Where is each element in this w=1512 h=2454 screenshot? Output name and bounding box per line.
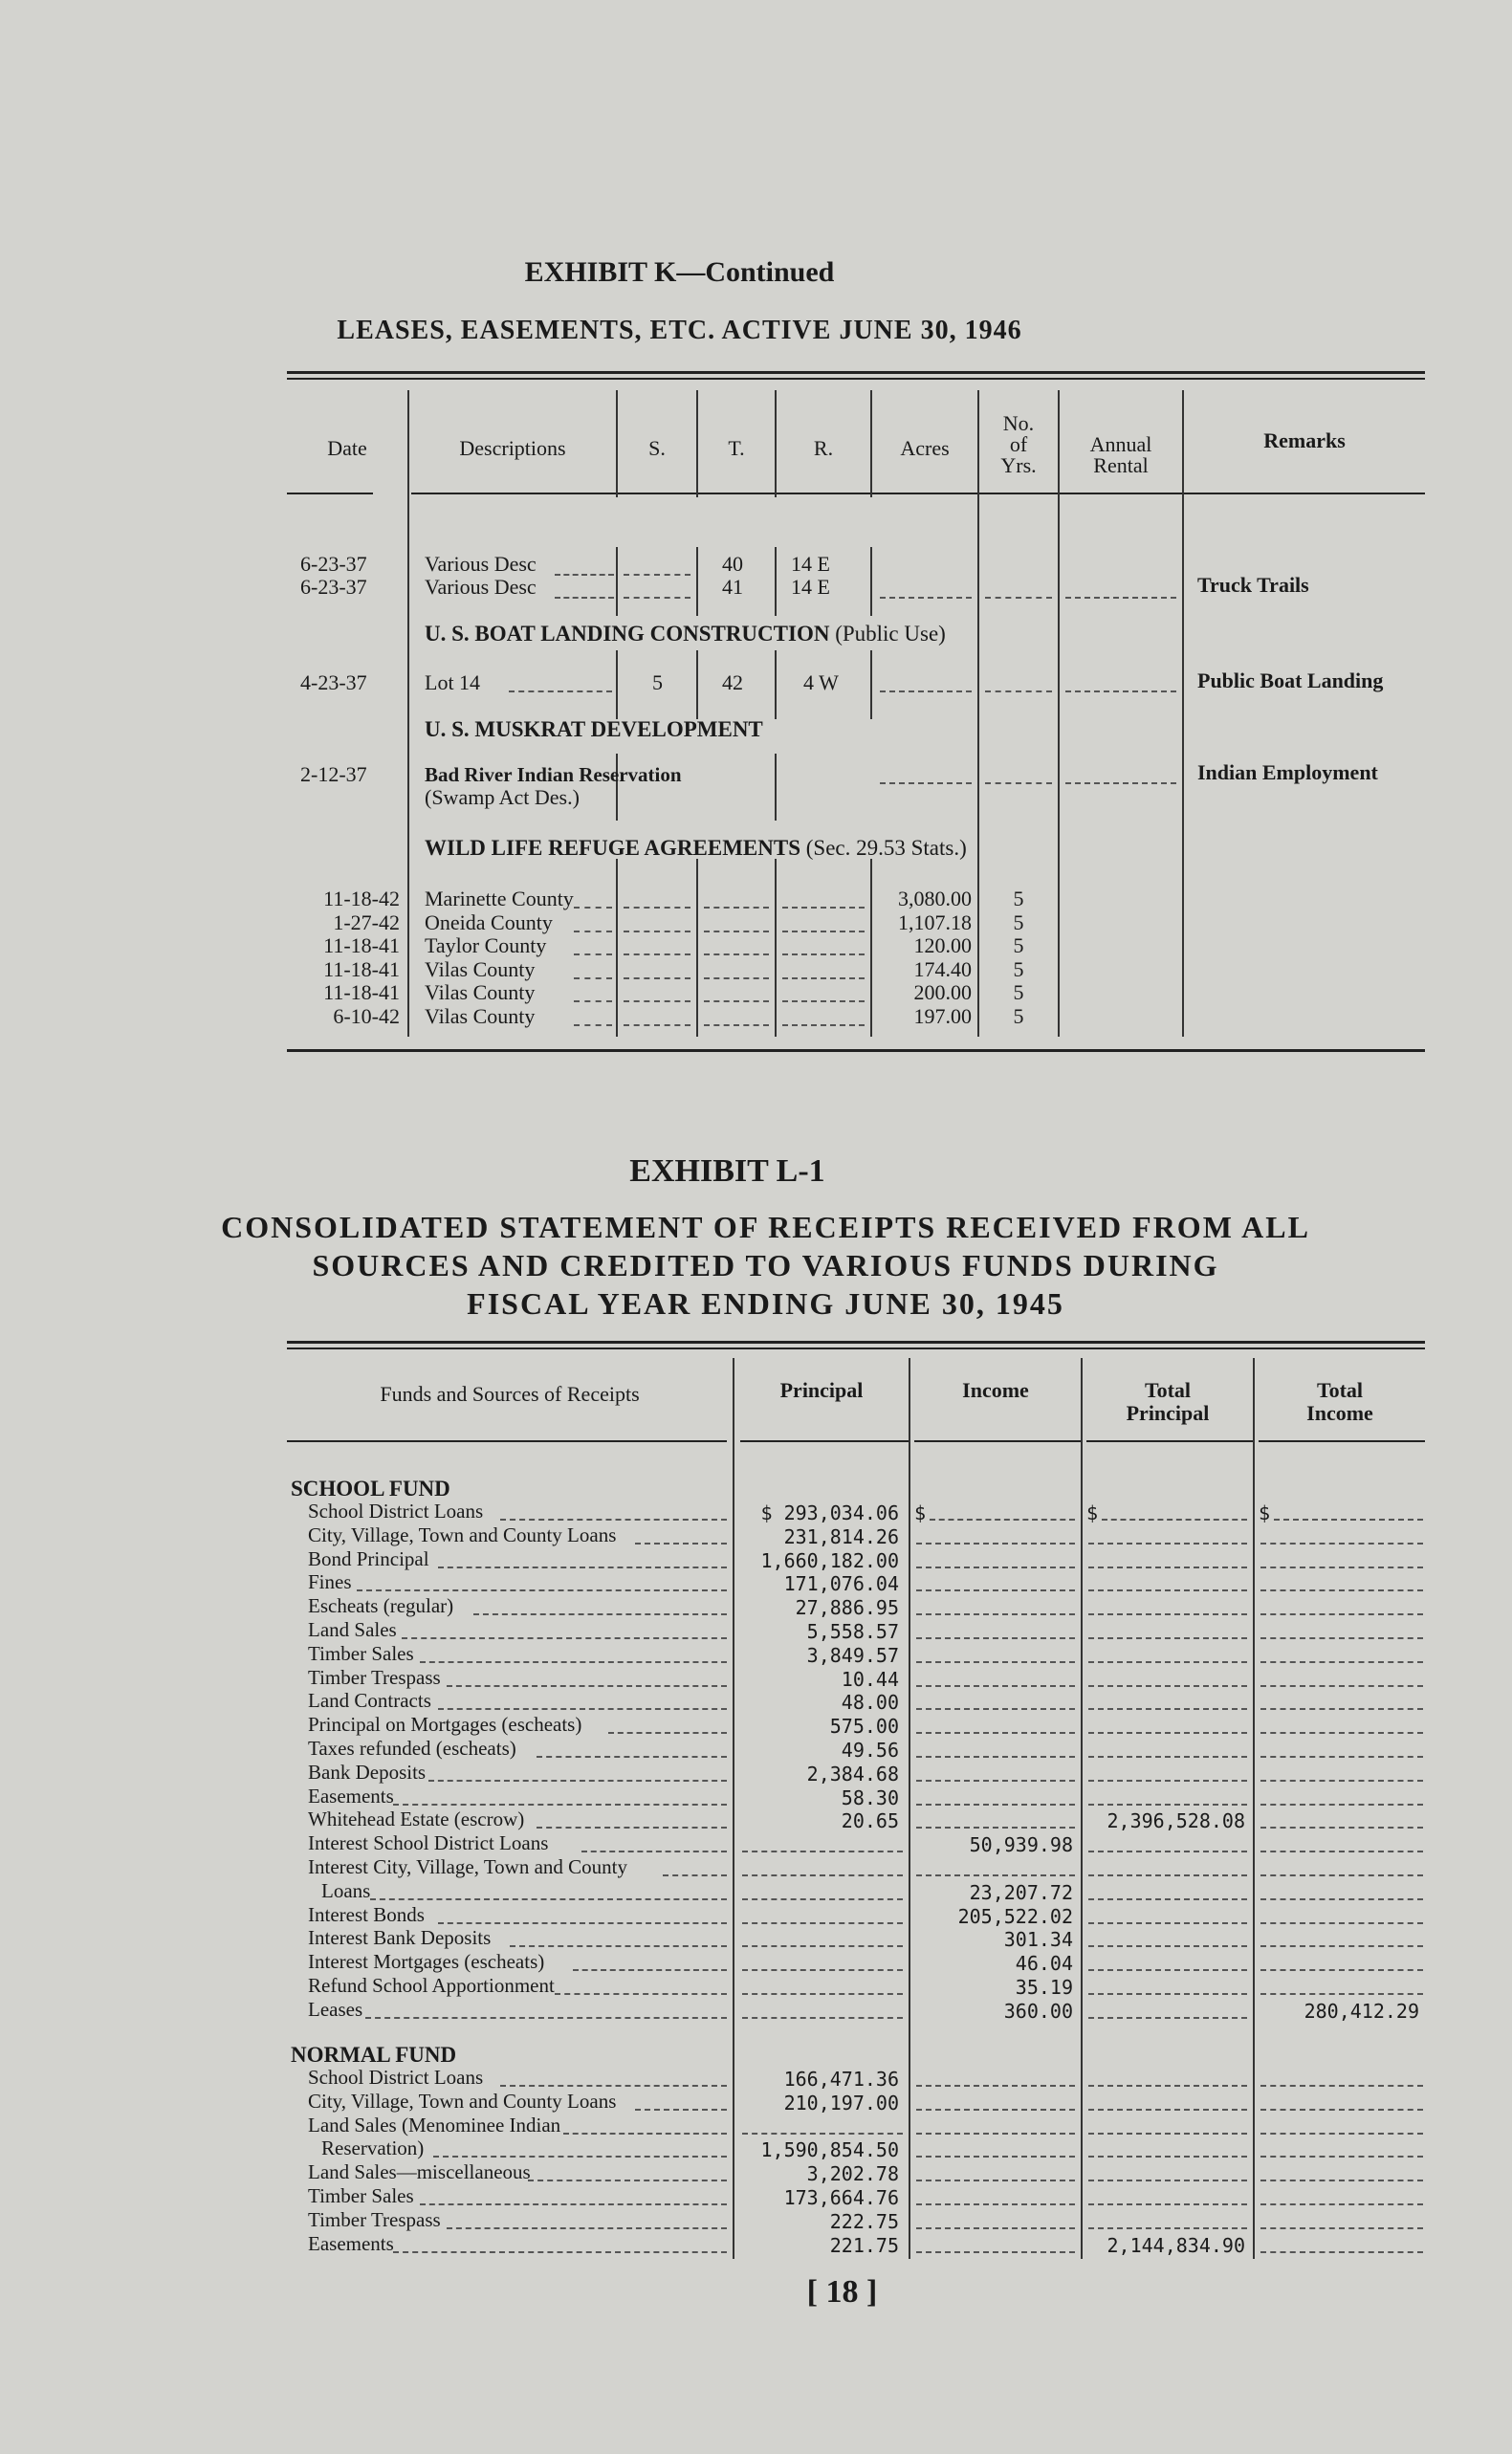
leader-dots xyxy=(1260,2085,1423,2087)
col-t: T. xyxy=(728,436,745,460)
leader-dots xyxy=(782,907,865,909)
col-date: Date xyxy=(327,436,367,460)
receipts-table xyxy=(287,1341,1425,2259)
list-item: Land Contracts xyxy=(308,1689,431,1713)
leader-dots xyxy=(742,1874,903,1876)
leader-dots xyxy=(608,1732,727,1734)
income-value: 50,939.98 xyxy=(969,1833,1073,1857)
leader-dots xyxy=(1088,1993,1247,1995)
leader-dots xyxy=(916,2109,1075,2111)
leader-dots xyxy=(537,1756,727,1758)
col-total-principal: Total Principal xyxy=(1126,1378,1210,1425)
leader-dots xyxy=(704,977,769,979)
leader-dots xyxy=(704,1000,769,1002)
leader-dots xyxy=(1088,2017,1247,2019)
leader-dots xyxy=(438,1567,727,1568)
list-item: Leases xyxy=(308,1997,363,2021)
principal-value: 221.75 xyxy=(829,2233,899,2257)
leader-dots xyxy=(916,2203,1075,2205)
row-acres: 200.00 xyxy=(913,980,972,1004)
row-r: 14 E xyxy=(791,552,830,576)
row-t: 41 xyxy=(722,575,743,599)
income-value: 35.19 xyxy=(1015,1976,1073,1999)
leader-dots xyxy=(473,1613,727,1615)
leader-dots xyxy=(663,1874,727,1876)
leader-dots xyxy=(1260,1613,1423,1615)
list-item: Interest Bank Deposits xyxy=(308,1926,492,1950)
leader-dots xyxy=(1102,1519,1247,1521)
list-item: School District Loans xyxy=(308,2066,484,2089)
leader-dots xyxy=(574,1000,612,1002)
leader-dots xyxy=(916,1637,1075,1639)
row-date: 4-23-37 xyxy=(300,670,367,694)
leader-dots xyxy=(1260,2109,1423,2111)
leader-dots xyxy=(1274,1519,1423,1521)
leader-dots xyxy=(916,1708,1075,1710)
leader-dots xyxy=(916,1543,1075,1545)
col-s: S. xyxy=(648,436,666,460)
row-desc: Various Desc xyxy=(425,552,537,576)
leader-dots xyxy=(704,907,769,909)
col-r: R. xyxy=(813,436,834,460)
leader-dots xyxy=(1088,2156,1247,2158)
leader-dots xyxy=(742,1945,903,1947)
row-t: 42 xyxy=(722,670,743,694)
leader-dots xyxy=(916,1685,1075,1687)
leases-table xyxy=(287,371,1425,1052)
leader-dots xyxy=(1088,1708,1247,1710)
leader-dots xyxy=(1088,2133,1247,2135)
leader-dots xyxy=(573,1969,727,1971)
leader-dots xyxy=(742,1969,903,1971)
income-value: 205,522.02 xyxy=(957,1904,1073,1928)
leader-dots xyxy=(1088,2203,1247,2205)
total-principal-value: 2,144,834.90 xyxy=(1107,2233,1245,2257)
leader-dots xyxy=(1088,2180,1247,2181)
leader-dots xyxy=(1088,1661,1247,1663)
row-desc: Marinette County xyxy=(425,887,574,910)
col-principal: Principal xyxy=(779,1378,864,1402)
row-s: 5 xyxy=(652,670,663,694)
list-item: Loans xyxy=(321,1878,371,1902)
remark-truck-trails: Truck Trails xyxy=(1197,573,1309,597)
leader-dots xyxy=(393,1804,727,1806)
leader-dots xyxy=(916,1827,1075,1829)
leader-dots xyxy=(500,2085,727,2087)
list-item: Interest Bonds xyxy=(308,1902,425,1926)
leader-dots xyxy=(1260,1661,1423,1663)
leader-dots xyxy=(393,2251,727,2253)
leader-dots xyxy=(1260,1945,1423,1947)
leader-dots xyxy=(930,1519,1075,1521)
section-boat-landing: U. S. BOAT LANDING CONSTRUCTION (Public Use) xyxy=(425,622,946,646)
leader-dots xyxy=(916,1756,1075,1758)
leader-dots xyxy=(1088,1543,1247,1545)
leader-dots xyxy=(916,1613,1075,1615)
leader-dots xyxy=(1088,1589,1247,1591)
row-desc: Oneida County xyxy=(425,909,553,934)
income-value: 360.00 xyxy=(1003,1999,1073,2023)
leader-dots xyxy=(365,2017,727,2019)
leader-dots xyxy=(916,1732,1075,1734)
leader-dots xyxy=(916,2133,1075,2135)
list-item: Refund School Apportionment xyxy=(308,1974,555,1997)
leader-dots xyxy=(1260,1827,1423,1829)
principal-value: 5,558.57 xyxy=(806,1620,899,1643)
leader-dots xyxy=(1260,2251,1423,2253)
principal-value: 58.30 xyxy=(841,1786,899,1809)
total-principal-value: 2,396,528.08 xyxy=(1107,1809,1245,1833)
row-desc: Taylor County xyxy=(425,933,547,957)
leader-dots xyxy=(1260,1874,1423,1876)
leader-dots xyxy=(1260,1708,1423,1710)
leader-dots xyxy=(433,2156,727,2158)
leader-dots xyxy=(1088,1637,1247,1639)
leader-dots xyxy=(1260,1804,1423,1806)
list-item: Interest Mortgages (escheats) xyxy=(308,1950,545,1974)
income-value: 23,207.72 xyxy=(969,1880,1073,1904)
leader-dots xyxy=(528,2180,727,2181)
principal-value: 48.00 xyxy=(841,1691,899,1715)
section-muskrat: U. S. MUSKRAT DEVELOPMENT xyxy=(425,717,763,741)
principal-value: 231,814.26 xyxy=(783,1524,899,1548)
leader-dots xyxy=(916,2180,1075,2181)
row-date: 11-18-42 xyxy=(323,887,400,910)
row-acres: 174.40 xyxy=(913,956,972,981)
exhibit-l1-subtitle: CONSOLIDATED STATEMENT OF RECEIPTS RECEIVED FROM ALL SOURCES AND CREDITED TO VARIOUS FUNDS DURING FISCAL YEAR ENDING JUNE 30, 1945 xyxy=(221,1210,1310,1321)
leader-dots xyxy=(916,2227,1075,2229)
leader-dots xyxy=(1088,1898,1247,1900)
normal-fund-heading: NORMAL FUND xyxy=(291,2043,457,2067)
leader-dots xyxy=(1260,1589,1423,1591)
leader-dots xyxy=(916,2085,1075,2087)
leader-dots xyxy=(624,1024,690,1026)
leader-dots xyxy=(438,1922,727,1924)
leader-dots xyxy=(624,977,690,979)
leader-dots xyxy=(742,2017,903,2019)
leader-dots xyxy=(357,1589,727,1591)
row-desc: Various Desc xyxy=(425,575,537,599)
leader-dots xyxy=(916,2251,1075,2253)
leader-dots xyxy=(537,1827,727,1829)
income-value: 46.04 xyxy=(1015,1952,1073,1976)
list-item: Taxes refunded (escheats) xyxy=(308,1737,516,1760)
leader-dots xyxy=(574,977,612,979)
col-total-income: Total Income xyxy=(1306,1378,1373,1425)
row-yrs: 5 xyxy=(1013,887,1024,910)
list-item: Timber Sales xyxy=(308,2184,414,2207)
principal-value: 222.75 xyxy=(829,2209,899,2233)
list-item: Timber Trespass xyxy=(308,2207,441,2231)
leader-dots xyxy=(916,2156,1075,2158)
row-desc: Vilas County xyxy=(425,1003,536,1028)
leader-dots xyxy=(447,2227,727,2229)
leader-dots xyxy=(1088,1567,1247,1568)
row-date: 11-18-41 xyxy=(323,933,400,957)
leader-dots xyxy=(742,1851,903,1852)
principal-value: 210,197.00 xyxy=(783,2091,899,2114)
list-item: Whitehead Estate (escrow) xyxy=(308,1808,525,1831)
leader-dots xyxy=(1260,1756,1423,1758)
leader-dots xyxy=(563,2133,727,2135)
principal-value: 166,471.36 xyxy=(783,2068,899,2091)
leader-dots xyxy=(574,907,612,909)
row-date: 11-18-41 xyxy=(323,980,400,1004)
row-date: 1-27-42 xyxy=(333,909,400,934)
row-r: 4 W xyxy=(803,670,839,694)
leader-dots xyxy=(704,1024,769,1026)
col-yrs: No. of Yrs. xyxy=(1000,411,1037,477)
leader-dots xyxy=(428,1780,727,1782)
principal-value: 27,886.95 xyxy=(795,1596,899,1620)
row-desc-note: (Swamp Act Des.) xyxy=(425,785,580,809)
leader-dots xyxy=(916,1874,1075,1876)
leader-dots xyxy=(1260,1567,1423,1568)
principal-value: 171,076.04 xyxy=(783,1572,899,1596)
row-acres: 197.00 xyxy=(913,1003,972,1028)
leader-dots xyxy=(782,931,865,932)
exhibit-l1-title: EXHIBIT L-1 xyxy=(629,1153,825,1189)
total-income-value: 280,412.29 xyxy=(1304,1999,1419,2023)
leader-dots xyxy=(1260,1543,1423,1545)
leader-dots xyxy=(1260,1732,1423,1734)
list-item: Easements xyxy=(308,1784,394,1808)
list-item: Land Sales xyxy=(308,1618,397,1641)
list-item: Bank Deposits xyxy=(308,1760,427,1784)
col-funds: Funds and Sources of Receipts xyxy=(380,1382,640,1406)
list-item: Timber Sales xyxy=(308,1641,414,1665)
leader-dots xyxy=(624,953,690,955)
leader-dots xyxy=(420,1661,727,1663)
list-item: Easements xyxy=(308,2231,394,2255)
leader-dots xyxy=(704,931,769,932)
school-fund-heading: SCHOOL FUND xyxy=(291,1477,450,1501)
list-item: School District Loans xyxy=(308,1500,484,1523)
leader-dots xyxy=(742,1922,903,1924)
remark-indian-employment: Indian Employment xyxy=(1197,760,1378,784)
row-yrs: 5 xyxy=(1013,909,1024,934)
row-yrs: 5 xyxy=(1013,933,1024,957)
leader-dots xyxy=(1260,1922,1423,1924)
principal-value: 20.65 xyxy=(841,1809,899,1833)
row-date: 11-18-41 xyxy=(323,956,400,981)
row-desc: Bad River Indian Reservation xyxy=(425,763,682,786)
col-income: Income xyxy=(962,1378,1029,1402)
income-value: 301.34 xyxy=(1003,1928,1073,1952)
leader-dots xyxy=(782,953,865,955)
leader-dots xyxy=(447,1685,727,1687)
leader-dots xyxy=(1088,2085,1247,2087)
leader-dots xyxy=(742,2133,903,2135)
list-item: Reservation) xyxy=(321,2136,425,2160)
leader-dots xyxy=(1088,1945,1247,1947)
row-desc: Vilas County xyxy=(425,980,536,1004)
leader-dots xyxy=(1260,2227,1423,2229)
col-descriptions: Descriptions xyxy=(459,436,566,460)
remark-public-boat-landing: Public Boat Landing xyxy=(1197,668,1384,692)
page-number: [ 18 ] xyxy=(806,2274,878,2310)
leader-dots xyxy=(1088,1922,1247,1924)
list-item: City, Village, Town and County Loans xyxy=(308,2089,617,2113)
leader-dots xyxy=(916,1567,1075,1568)
leader-dots xyxy=(420,2203,727,2205)
leader-dots xyxy=(635,2109,727,2111)
exhibit-k-subtitle: LEASES, EASEMENTS, ETC. ACTIVE JUNE 30, 1946 xyxy=(337,316,1022,345)
exhibit-k-title: EXHIBIT K—Continued xyxy=(524,256,835,288)
currency-sign: $ xyxy=(1086,1501,1099,1524)
leader-dots xyxy=(1260,2180,1423,2181)
leader-dots xyxy=(574,953,612,955)
list-item: Bond Principal xyxy=(308,1546,429,1570)
leader-dots xyxy=(555,1993,727,1995)
leader-dots xyxy=(1260,1780,1423,1782)
list-item: Principal on Mortgages (escheats) xyxy=(308,1713,582,1737)
leader-dots xyxy=(1260,2156,1423,2158)
leader-dots xyxy=(1088,1732,1247,1734)
leader-dots xyxy=(1088,1613,1247,1615)
list-item: Escheats (regular) xyxy=(308,1594,454,1618)
principal-value: 1,660,182.00 xyxy=(760,1548,899,1572)
leader-dots xyxy=(1088,2109,1247,2111)
leader-dots xyxy=(704,953,769,955)
col-remarks: Remarks xyxy=(1263,428,1346,452)
leader-dots xyxy=(782,1024,865,1026)
leader-dots xyxy=(624,931,690,932)
currency-sign: $ xyxy=(1259,1501,1271,1524)
col-acres: Acres xyxy=(900,436,950,460)
table-row: 6-23-37 xyxy=(300,552,367,576)
principal-value: 1,590,854.50 xyxy=(760,2138,899,2162)
leader-dots xyxy=(742,1993,903,1995)
row-desc: Lot 14 xyxy=(425,670,481,694)
principal-value: 3,849.57 xyxy=(806,1643,899,1667)
section-wildlife: WILD LIFE REFUGE AGREEMENTS (Sec. 29.53 Stats.) xyxy=(425,836,967,860)
leader-dots xyxy=(574,1024,612,1026)
leader-dots xyxy=(624,907,690,909)
col-annual-rental: Annual Rental xyxy=(1089,432,1152,477)
leader-dots xyxy=(1088,1780,1247,1782)
principal-value: 173,664.76 xyxy=(783,2186,899,2209)
list-item: Interest School District Loans xyxy=(308,1831,549,1855)
leader-dots xyxy=(500,1519,727,1521)
row-acres: 120.00 xyxy=(913,933,972,957)
list-item: Fines xyxy=(308,1570,352,1594)
row-yrs: 5 xyxy=(1013,1003,1024,1028)
leader-dots xyxy=(574,931,612,932)
row-date: 2-12-37 xyxy=(300,762,367,786)
leader-dots xyxy=(1260,1685,1423,1687)
principal-value: 2,384.68 xyxy=(806,1762,899,1786)
leader-dots xyxy=(1088,1685,1247,1687)
row-desc: Vilas County xyxy=(425,956,536,981)
row-yrs: 5 xyxy=(1013,980,1024,1004)
leader-dots xyxy=(581,1851,727,1852)
row-date: 6-10-42 xyxy=(333,1003,400,1028)
leader-dots xyxy=(402,1637,727,1639)
leader-dots xyxy=(1260,1637,1423,1639)
list-item: Land Sales (Menominee Indian xyxy=(308,2113,561,2136)
leader-dots xyxy=(1088,1969,1247,1971)
row-date: 6-23-37 xyxy=(300,575,367,599)
leader-dots xyxy=(1088,1804,1247,1806)
list-item: City, Village, Town and County Loans xyxy=(308,1523,617,1546)
row-r: 14 E xyxy=(791,575,830,599)
principal-value: 3,202.78 xyxy=(806,2162,899,2186)
leader-dots xyxy=(635,1543,727,1545)
leader-dots xyxy=(438,1708,727,1710)
leader-dots xyxy=(1088,1851,1247,1852)
list-item: Interest City, Village, Town and County xyxy=(308,1855,628,1878)
leader-dots xyxy=(782,977,865,979)
leader-dots xyxy=(782,1000,865,1002)
row-yrs: 5 xyxy=(1013,956,1024,981)
leader-dots xyxy=(916,1804,1075,1806)
list-item: Land Sales—miscellaneous xyxy=(308,2160,531,2184)
leader-dots xyxy=(1260,2133,1423,2135)
leader-dots xyxy=(916,1661,1075,1663)
leader-dots xyxy=(624,1000,690,1002)
principal-value: 575.00 xyxy=(829,1715,899,1739)
leader-dots xyxy=(916,1780,1075,1782)
leader-dots xyxy=(742,1898,903,1900)
leader-dots xyxy=(1088,1874,1247,1876)
row-acres: 1,107.18 xyxy=(898,909,972,934)
leader-dots xyxy=(1088,1756,1247,1758)
leader-dots xyxy=(916,1589,1075,1591)
leader-dots xyxy=(1260,1898,1423,1900)
principal-value: $ 293,034.06 xyxy=(760,1501,899,1524)
row-t: 40 xyxy=(722,552,743,576)
row-acres: 3,080.00 xyxy=(898,887,972,910)
principal-value: 10.44 xyxy=(841,1667,899,1691)
leader-dots xyxy=(1260,2203,1423,2205)
list-item: Timber Trespass xyxy=(308,1665,441,1689)
leader-dots xyxy=(510,1945,727,1947)
leader-dots xyxy=(1088,2227,1247,2229)
currency-sign: $ xyxy=(914,1501,927,1524)
leader-dots xyxy=(370,1898,727,1900)
leader-dots xyxy=(1260,1993,1423,1995)
principal-value: 49.56 xyxy=(841,1739,899,1762)
leader-dots xyxy=(1260,1969,1423,1971)
leader-dots xyxy=(1260,1851,1423,1852)
